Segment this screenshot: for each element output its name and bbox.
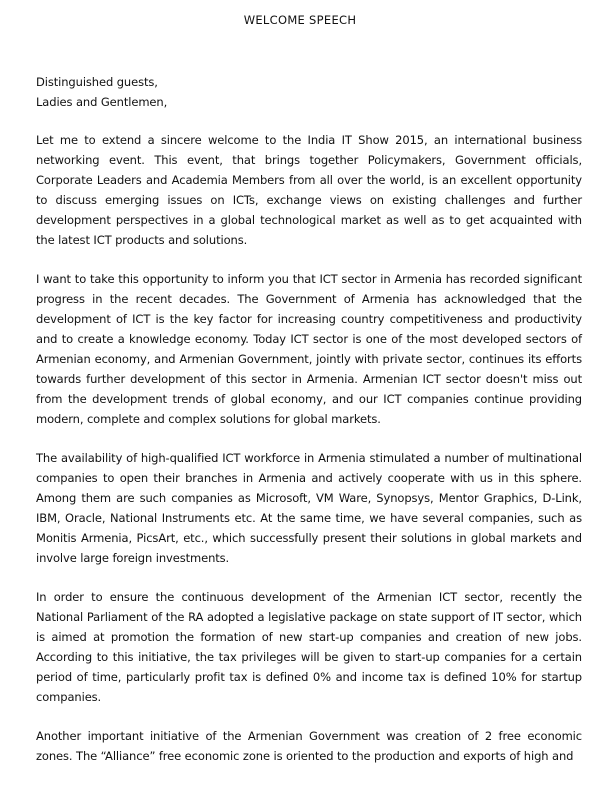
paragraph-economic-zones: Another important initiative of the Armenian Government was creation of 2 free economic zones. The “Alliance” free economic zone is oriented to the production and exports of high and bbox=[36, 729, 582, 763]
salutation-line: Distinguished guests, bbox=[36, 75, 158, 89]
paragraph-legislation: In order to ensure the continuous development of the Armenian ICT sector, recently the National Parliament of the RA adopted a legislative package on state support of IT sector, which is aimed at promotion the formation of new start-up companies and creation of new jobs. According to this initiative, the tax privileges will be given to start-up companies for a certain period of time, particularly profit tax is defined 0% and income tax is defined 10% for startup companies. bbox=[36, 590, 582, 704]
document-title: WELCOME SPEECH bbox=[243, 13, 357, 27]
paragraph-workforce: The availability of high-qualified ICT workforce in Armenia stimulated a number of multinational companies to open their branches in Armenia and actively cooperate with us in this sphere. Among them are such companies as Microsoft, VM Ware, Synopsys, Mentor Graphics, D-Link, IBM, Oracle, National Instruments etc. At the same time, we have several companies, such as Monitis Armenia, PicsArt, etc., which successfully present their solutions in global markets and involve large foreign investments. bbox=[36, 451, 582, 565]
salutation-line: Ladies and Gentlemen, bbox=[36, 95, 168, 109]
paragraph-welcome: Let me to extend a sincere welcome to the India IT Show 2015, an international business networking event. This event, that brings together Policymakers, Government officials, Corporate Leaders and Academia Members from all over the world, is an excellent opportunity to discuss emerging issues on ICTs, exchange views on existing challenges and further development perspectives in a global technological market as well as to get acquainted with the latest ICT products and solutions. bbox=[36, 133, 582, 247]
document-body bbox=[36, 72, 582, 785]
salutation bbox=[36, 72, 582, 112]
paragraph-ict-progress: I want to take this opportunity to inform you that ICT sector in Armenia has recorded significant progress in the recent decades. The Government of Armenia has acknowledged that the development of ICT is the key factor for increasing country competitiveness and productivity and to create a knowledge economy. Today ICT sector is one of the most developed sectors of Armenian economy, and Armenian Government, jointly with private sector, continues its efforts towards further development of this sector in Armenia. Armenian ICT sector doesn't miss out from the development trends of global economy, and our ICT companies continue providing modern, complete and complex solutions for global markets. bbox=[36, 272, 582, 426]
